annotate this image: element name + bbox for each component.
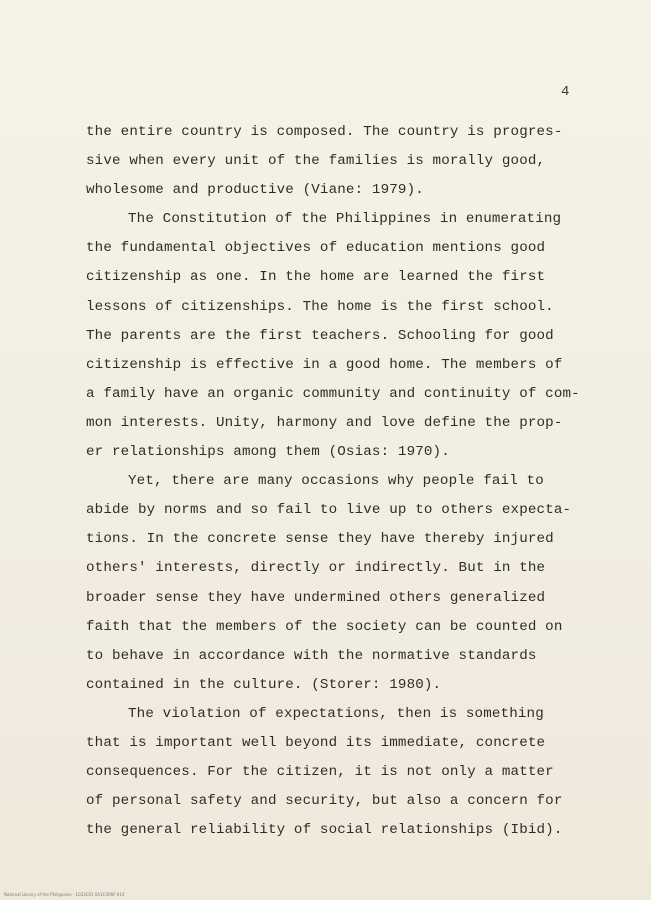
paragraph-start-line: Yet, there are many occasions why people fail to: [128, 473, 544, 490]
body-text: [86, 118, 596, 845]
text-line: others' interests, directly or indirectly. But in the: [86, 560, 546, 577]
text-line: abide by norms and so fail to live up to others expecta-: [86, 502, 572, 519]
text-line: the entire country is composed. The country is progres-: [86, 124, 563, 140]
paragraph-start-line: The Constitution of the Philippines in enumerating: [128, 211, 562, 228]
text-line: a family have an organic community and continuity of com-: [86, 385, 580, 402]
text-line: citizenship is effective in a good home. The members of: [86, 356, 563, 373]
text-line: wholesome and productive (Viane: 1979).: [86, 182, 424, 199]
text-line: contained in the culture. (Storer: 1980).: [86, 676, 442, 693]
text-line: faith that the members of the society can be counted on: [86, 618, 563, 635]
text-line: er relationships among them (Osias: 1970).: [86, 444, 450, 461]
text-line: citizenship as one. In the home are learned the first: [86, 269, 546, 286]
text-line: consequences. For the citizen, it is not only a matter: [86, 764, 554, 781]
text-line: to behave in accordance with the normative standards: [86, 647, 537, 664]
text-line: sive when every unit of the families is morally good,: [86, 153, 546, 170]
text-line: the general reliability of social relationships (Ibid).: [86, 822, 563, 839]
archive-footer-note: National Library of the Philippines · 1023C01 0A1C006P 014: [4, 892, 125, 897]
text-line: lessons of citizenships. The home is the first school.: [86, 298, 554, 315]
text-line: of personal safety and security, but also a concern for: [86, 793, 563, 810]
paragraph-start-line: The violation of expectations, then is something: [128, 705, 544, 722]
text-line: that is important well beyond its immediate, concrete: [86, 734, 546, 751]
text-line: The parents are the first teachers. Schooling for good: [86, 327, 554, 344]
text-line: the fundamental objectives of education mentions good: [86, 240, 546, 257]
text-line: mon interests. Unity, harmony and love define the prop-: [86, 414, 563, 431]
text-line: tions. In the concrete sense they have thereby injured: [86, 531, 554, 548]
text-line: broader sense they have undermined others generalized: [86, 589, 546, 606]
page-number: 4: [561, 84, 570, 100]
